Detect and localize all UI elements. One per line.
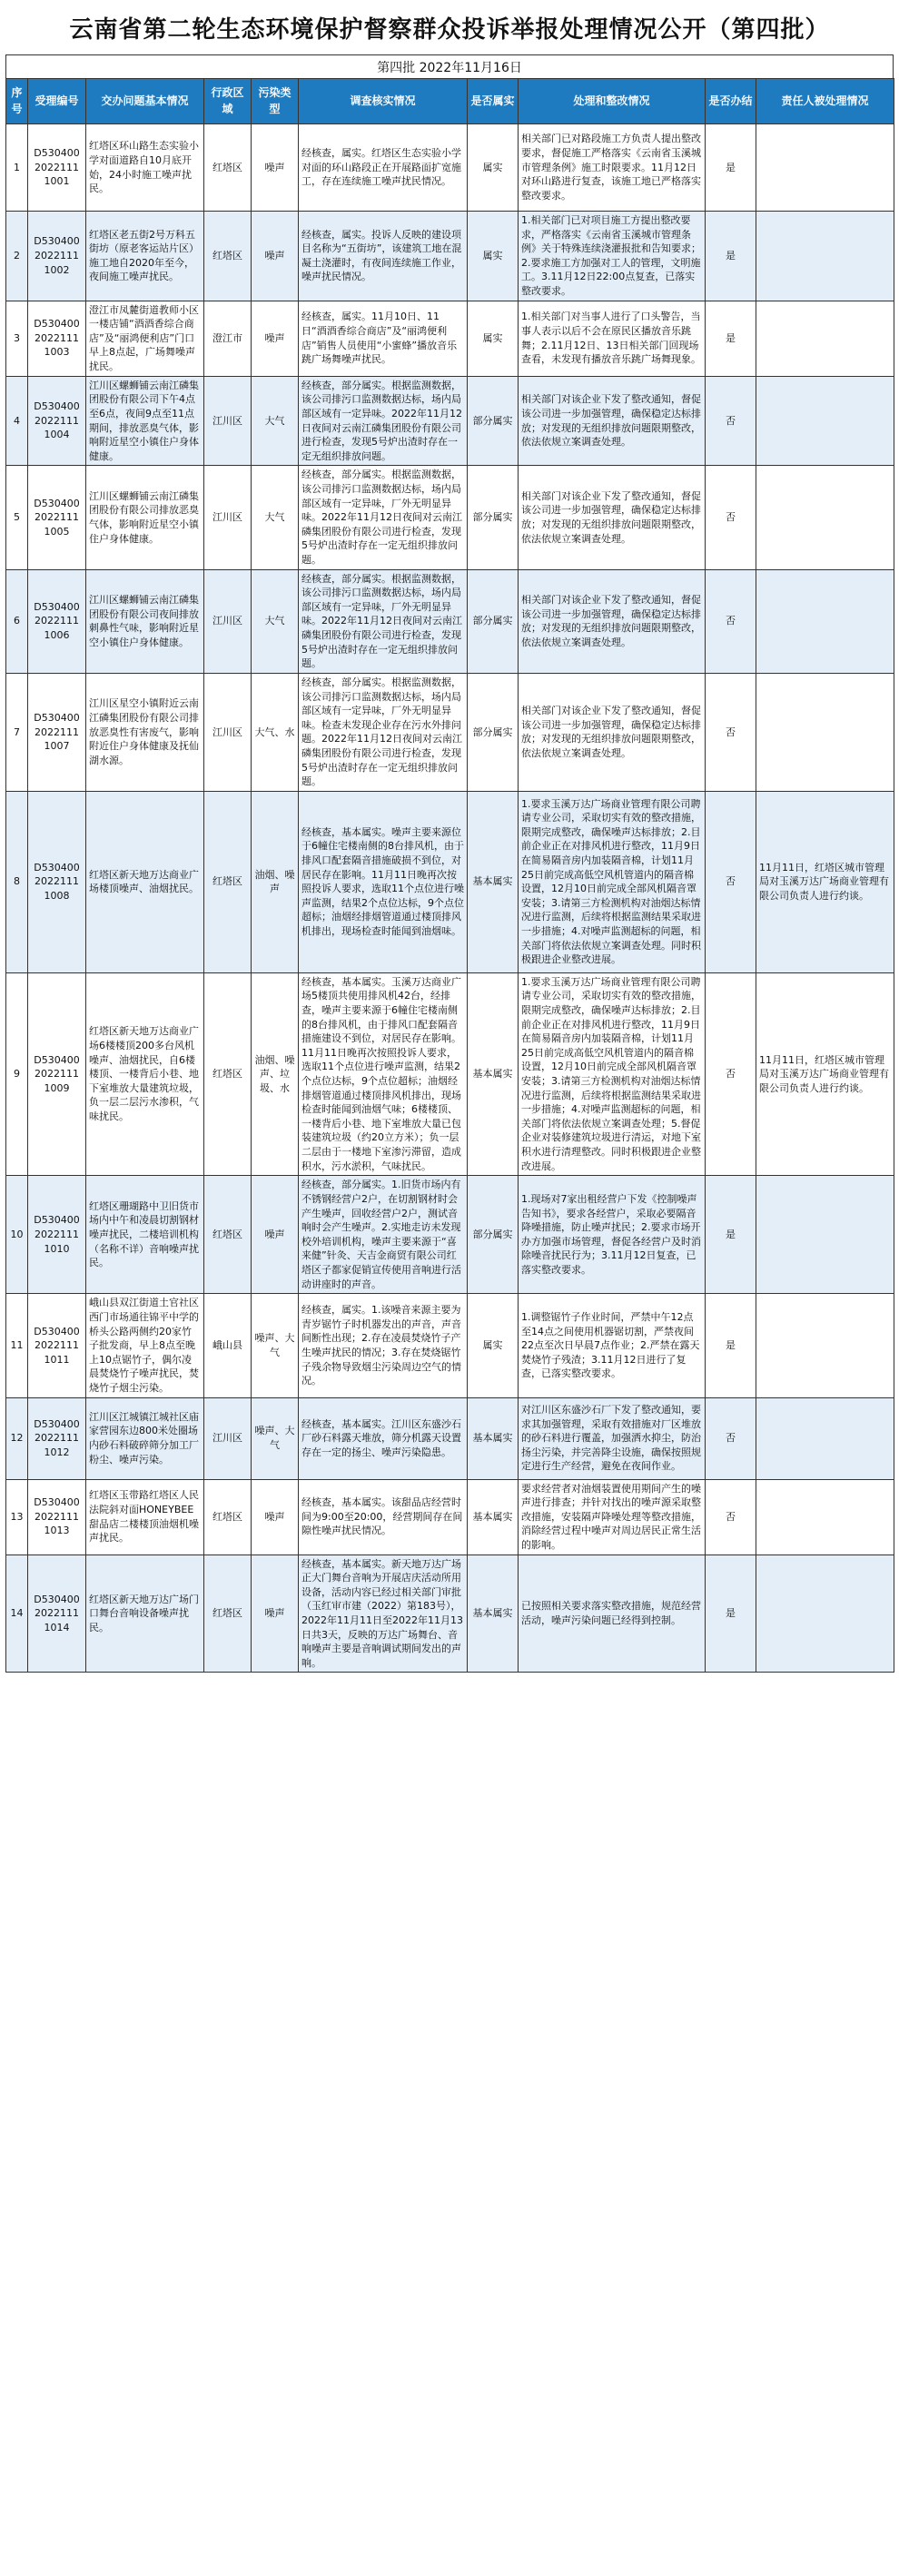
case-description-cell: 峨山县双江街道土官社区西门市场通往锦平中学的桥头公路两侧约20家竹子批发商，早上8点至晚上10点锯竹子，偶尔凌晨焚烧竹子噪声扰民，焚烧竹子烟尘污染。: [86, 1294, 204, 1397]
table-row: [6, 1176, 894, 1294]
pollution-type-cell: 噪声、大气: [252, 1397, 299, 1479]
row-number-cell: 7: [6, 673, 28, 791]
case-id-cell: D530400 2022111 1006: [28, 569, 86, 673]
header-responsible: 责任人被处理情况: [756, 79, 894, 124]
closed-cell: 是: [706, 124, 756, 212]
verified-cell: 属实: [468, 1294, 519, 1397]
responsible-cell: [756, 1479, 894, 1554]
pollution-type-cell: 油烟、噪声、垃圾、水: [252, 972, 299, 1176]
pollution-type-cell: 大气: [252, 376, 299, 466]
region-cell: 澄江市: [204, 301, 252, 376]
row-number-cell: 14: [6, 1554, 28, 1673]
handling-cell: 相关部门对该企业下发了整改通知，督促该公司进一步加强管理，确保稳定达标排放；对发现的无组织排放问题限期整改，依法依规立案调查处理。: [519, 673, 706, 791]
pollution-type-cell: 油烟、噪声: [252, 791, 299, 972]
row-number-cell: 6: [6, 569, 28, 673]
region-cell: 红塔区: [204, 1479, 252, 1554]
investigation-cell: 经核查，属实。红塔区生态实验小学对面的环山路段正在开展路面扩宽施工，存在连续施工噪声扰民情况。: [299, 124, 468, 212]
case-description-cell: 江川区星空小镇附近云南江磷集团股份有限公司排放恶臭性有害废气，影响附近住户身体健康及抚仙湖水源。: [86, 673, 204, 791]
pollution-type-cell: 噪声: [252, 301, 299, 376]
table-body: [6, 124, 894, 1673]
closed-cell: 是: [706, 1554, 756, 1673]
verified-cell: 部分属实: [468, 673, 519, 791]
complaint-table: [5, 78, 894, 1673]
case-description-cell: 红塔区玉带路红塔区人民法院斜对面HONEYBEE甜品店二楼楼顶油烟机噪声扰民。: [86, 1479, 204, 1554]
closed-cell: 是: [706, 301, 756, 376]
pollution-type-cell: 噪声: [252, 1176, 299, 1294]
case-description-cell: 红塔区环山路生态实验小学对面道路自10月底开始，24小时施工噪声扰民。: [86, 124, 204, 212]
row-number-cell: 3: [6, 301, 28, 376]
pollution-type-cell: 噪声、大气: [252, 1294, 299, 1397]
case-description-cell: 红塔区新天地万达商业广场楼顶噪声、油烟扰民。: [86, 791, 204, 972]
responsible-cell: [756, 569, 894, 673]
verified-cell: 属实: [468, 212, 519, 301]
case-description-cell: 江川区螺蛳铺云南江磷集团股份有限公司夜间排放刺鼻性气味，影响附近星空小镇住户身体健康。: [86, 569, 204, 673]
row-number-cell: 9: [6, 972, 28, 1176]
pollution-type-cell: 噪声: [252, 124, 299, 212]
investigation-cell: 经核查，属实。1.该噪音来源主要为青岁锯竹子时机器发出的声音，声音间断性出现；2.存在凌晨焚烧竹子产生噪声扰民的情况；3.存在焚烧锯竹子残余物导致烟尘污染周边空气的情况。: [299, 1294, 468, 1397]
case-description-cell: 江川区江城镇江城社区庙家营园东边800米处圈场内砂石料破碎筛分加工厂粉尘、噪声污染。: [86, 1397, 204, 1479]
responsible-cell: [756, 1176, 894, 1294]
investigation-cell: 经核查，基本属实。该甜品店经营时间为9:00至20:00，经营期间存在间隙性噪声扰民情况。: [299, 1479, 468, 1554]
region-cell: 红塔区: [204, 1554, 252, 1673]
closed-cell: 否: [706, 791, 756, 972]
pollution-type-cell: 噪声: [252, 212, 299, 301]
verified-cell: 属实: [468, 301, 519, 376]
investigation-cell: 经核查，基本属实。噪声主要来源位于6幢住宅楼南侧的8台排风机，由于排风口配套隔音措施破损不到位，对居民存在影响。11月11日晚再次按照投诉人要求，选取11个点位进行噪声监测，结果2个点位达标，9个点位超标；油烟经排烟管道通过楼顶排风机排出，现场检查时能闻到油烟味。: [299, 791, 468, 972]
case-id-cell: D530400 2022111 1005: [28, 466, 86, 569]
investigation-cell: 经核查，部分属实。1.旧货市场内有不锈钢经营户2户，在切割钢材时会产生噪声，回收经营户2户，测试音响时会产生噪声。2.实地走访未发现校外培训机构，噪声主要来源于“喜来健”针灸、天吉金商贸有限公司红塔区子都家促销宣传使用音响进行活动讲座时的声音。: [299, 1176, 468, 1294]
handling-cell: 1.相关部门已对项目施工方提出整改要求，严格落实《云南省玉溪城市管理条例》关于特殊连续浇灌报批和告知要求；2.要求施工方加强对工人的管理，文明施工。3.11月12日22:00点复查，已落实整改要求。: [519, 212, 706, 301]
header-handling: 处理和整改情况: [519, 79, 706, 124]
responsible-cell: [756, 673, 894, 791]
handling-cell: 1.现场对7家出租经营户下发《控制噪声告知书》，要求各经营户，采取必要隔音降噪措施，防止噪声扰民；2.要求市场开办方加强市场管理，督促各经营户及时消除噪音扰民行为；3.11月12日复查，已落实整改要求。: [519, 1176, 706, 1294]
row-number-cell: 2: [6, 212, 28, 301]
verified-cell: 部分属实: [468, 1176, 519, 1294]
closed-cell: 否: [706, 673, 756, 791]
case-description-cell: 江川区螺蛳铺云南江磷集团股份有限公司排放恶臭气体，影响附近星空小镇住户身体健康。: [86, 466, 204, 569]
responsible-cell: 11月11日，红塔区城市管理局对玉溪万达广场商业管理有限公司负责人进行约谈。: [756, 791, 894, 972]
case-description-cell: 红塔区珊瑚路中卫旧货市场内中午和凌晨切割钢材噪声扰民，二楼培训机构（名称不详）音响噪声扰民。: [86, 1176, 204, 1294]
handling-cell: 已按照相关要求落实整改措施，规范经营活动，噪声污染问题已经得到控制。: [519, 1554, 706, 1673]
pollution-type-cell: 噪声: [252, 1554, 299, 1673]
handling-cell: 对江川区东盛沙石厂下发了整改通知，要求其加强管理，采取有效措施对厂区堆放的砂石料进行覆盖，加强洒水抑尘，防治扬尘污染，并完善降尘设施，确保按照规定进行生产经营，避免在夜间作业。: [519, 1397, 706, 1479]
header-investigation: 调查核实情况: [299, 79, 468, 124]
responsible-cell: [756, 124, 894, 212]
case-id-cell: D530400 2022111 1003: [28, 301, 86, 376]
region-cell: 江川区: [204, 376, 252, 466]
closed-cell: 否: [706, 1397, 756, 1479]
case-id-cell: D530400 2022111 1007: [28, 673, 86, 791]
investigation-cell: 经核查，属实。11月10日、11日“酒酒香综合商店”及“丽鸿便利店”销售人员使用“小蜜蜂”播放音乐跳广场舞噪声扰民。: [299, 301, 468, 376]
table-row: [6, 673, 894, 791]
verified-cell: 基本属实: [468, 1397, 519, 1479]
handling-cell: 相关部门对该企业下发了整改通知，督促该公司进一步加强管理，确保稳定达标排放；对发现的无组织排放问题限期整改，依法依规立案调查处理。: [519, 569, 706, 673]
region-cell: 江川区: [204, 1397, 252, 1479]
investigation-cell: 经核查，部分属实。根据监测数据，该公司排污口监测数据达标，场内局部区域有一定异味，厂外无明显异味。2022年11月12日夜间对云南江磷集团股份有限公司进行检查，发现5号炉出渣时存在一定无组织排放问题。: [299, 569, 468, 673]
region-cell: 江川区: [204, 569, 252, 673]
table-header: [6, 79, 894, 124]
header-verified: 是否属实: [468, 79, 519, 124]
row-number-cell: 4: [6, 376, 28, 466]
responsible-cell: [756, 1294, 894, 1397]
handling-cell: 1.调整锯竹子作业时间，严禁中午12点至14点之间使用机器锯切割，严禁夜间22点至次日早晨7点作业；2.严禁在露天焚烧竹子残渣；3.11月12日进行了复查，已落实整改要求。: [519, 1294, 706, 1397]
row-number-cell: 13: [6, 1479, 28, 1554]
responsible-cell: [756, 212, 894, 301]
verified-cell: 基本属实: [468, 972, 519, 1176]
row-number-cell: 12: [6, 1397, 28, 1479]
handling-cell: 1.要求玉溪万达广场商业管理有限公司聘请专业公司，采取切实有效的整改措施，限期完成整改，确保噪声达标排放；2.目前企业正在对排风机进行整改，11月9日在简易隔音房内加装隔音棉，计划11月25日前完成高低空风机管道内的隔音棉设置，12月10日前完成全部风机隔音罩安装；3.请第三方检测机构对油烟达标情况进行监测，后续将根据监测结果采取进一步措施；4.对噪声监测超标的问题，相关部门将依法依规立案调查处理。同时积极跟进企业整改进展。: [519, 791, 706, 972]
responsible-cell: [756, 466, 894, 569]
responsible-cell: [756, 1397, 894, 1479]
region-cell: 红塔区: [204, 791, 252, 972]
region-cell: 峨山县: [204, 1294, 252, 1397]
case-id-cell: D530400 2022111 1011: [28, 1294, 86, 1397]
case-id-cell: D530400 2022111 1012: [28, 1397, 86, 1479]
investigation-cell: 经核查，基本属实。江川区东盛沙石厂砂石料露天堆放，筛分机露天设置存在一定的扬尘、噪声污染隐患。: [299, 1397, 468, 1479]
investigation-cell: 经核查，基本属实。玉溪万达商业广场5楼顶共使用排风机42台，经排查，噪声主要来源于6幢住宅楼南侧的8台排风机，由于排风口配套隔音措施建设不到位，对居民存在影响。11月11日晚再次按照投诉人要求，选取11个点位进行噪声监测，结果2个点位达标，9个点位超标；油烟经排烟管道通过楼顶排风机排出，现场检查时能闻到油烟气味；6楼楼顶、一楼背后小巷、地下室堆放大量已包装建筑垃圾（约20立方米）；负一层二层由于一楼地下室渗污滞留，造成积水，污水淤积，气味扰民。: [299, 972, 468, 1176]
document-title: 云南省第二轮生态环境保护督察群众投诉举报处理情况公开（第四批）: [69, 15, 830, 44]
case-id-cell: D530400 2022111 1008: [28, 791, 86, 972]
case-description-cell: 红塔区老五街2号万科五街坊（原老客运站片区）施工地自2020年至今，夜间施工噪声扰民。: [86, 212, 204, 301]
handling-cell: 1.相关部门对当事人进行了口头警告，当事人表示以后不会在原民区播放音乐跳舞；2.11月12日、13日相关部门回现场查看，未发现有播放音乐跳广场舞现象。: [519, 301, 706, 376]
row-number-cell: 5: [6, 466, 28, 569]
region-cell: 红塔区: [204, 212, 252, 301]
closed-cell: 是: [706, 1176, 756, 1294]
investigation-cell: 经核查，部分属实。根据监测数据，该公司排污口监测数据达标，场内局部区域有一定异味。2022年11月12日夜间对云南江磷集团股份有限公司进行检查，发现5号炉出渣时存在一定无组织排放问题。: [299, 376, 468, 466]
verified-cell: 部分属实: [468, 376, 519, 466]
region-cell: 红塔区: [204, 972, 252, 1176]
header-desc: 交办问题基本情况: [86, 79, 204, 124]
handling-cell: 相关部门对该企业下发了整改通知，督促该公司进一步加强管理，确保稳定达标排放；对发现的无组织排放问题限期整改，依法依规立案调查处理。: [519, 376, 706, 466]
table-row: [6, 1554, 894, 1673]
row-number-cell: 8: [6, 791, 28, 972]
handling-cell: 1.要求玉溪万达广场商业管理有限公司聘请专业公司，采取切实有效的整改措施，限期完成整改，确保噪声达标排放；2.目前企业正在对排风机进行整改，11月9日在简易隔音房内加装隔音棉，计划11月25日前完成高低空风机管道内的隔音棉设置，12月10日前完成全部风机隔音罩安装；3.请第三方检测机构对油烟达标情况进行监测，后续将根据监测结果采取进一步措施；4.对噪声监测超标的问题，相关部门将依法依规立案调查处理；5.督促企业对装修建筑垃圾进行清运，对地下室积水进行清理整改。同时积极跟进企业整改进展。: [519, 972, 706, 1176]
table-row: [6, 124, 894, 212]
header-type: 污染类型: [252, 79, 299, 124]
region-cell: 江川区: [204, 466, 252, 569]
verified-cell: 基本属实: [468, 791, 519, 972]
case-id-cell: D530400 2022111 1004: [28, 376, 86, 466]
investigation-cell: 经核查，部分属实。根据监测数据，该公司排污口监测数据达标，场内局部区域有一定异味，厂外无明显异味。检查未发现企业存在污水外排问题。2022年11月12日夜间对云南江磷集团股份有限公司进行检查，发现5号炉出渣时存在一定无组织排放问题。: [299, 673, 468, 791]
responsible-cell: [756, 301, 894, 376]
row-number-cell: 10: [6, 1176, 28, 1294]
case-description-cell: 红塔区新天地万达广场门口舞台音响设备噪声扰民。: [86, 1554, 204, 1673]
verified-cell: 部分属实: [468, 569, 519, 673]
responsible-cell: [756, 376, 894, 466]
pollution-type-cell: 大气、水: [252, 673, 299, 791]
table-row: [6, 569, 894, 673]
pollution-type-cell: 大气: [252, 569, 299, 673]
region-cell: 江川区: [204, 673, 252, 791]
handling-cell: 要求经营者对油烟装置使用期间产生的噪声进行排查；并针对找出的噪声源采取整改措施，安装隔声降噪处理等整改措施，消除经营过程中噪声对周边居民正常生活的影响。: [519, 1479, 706, 1554]
verified-cell: 部分属实: [468, 466, 519, 569]
header-id: 受理编号: [28, 79, 86, 124]
responsible-cell: [756, 1554, 894, 1673]
table-row: [6, 791, 894, 972]
table-row: [6, 466, 894, 569]
closed-cell: 是: [706, 212, 756, 301]
closed-cell: 否: [706, 972, 756, 1176]
table-row: [6, 1479, 894, 1554]
row-number-cell: 11: [6, 1294, 28, 1397]
row-number-cell: 1: [6, 124, 28, 212]
verified-cell: 属实: [468, 124, 519, 212]
pollution-type-cell: 噪声: [252, 1479, 299, 1554]
verified-cell: 基本属实: [468, 1554, 519, 1673]
responsible-cell: 11月11日，红塔区城市管理局对玉溪万达广场商业管理有限公司负责人进行约谈。: [756, 972, 894, 1176]
case-id-cell: D530400 2022111 1002: [28, 212, 86, 301]
table-row: [6, 301, 894, 376]
batch-date-line: 第四批 2022年11月16日: [5, 54, 894, 78]
case-id-cell: D530400 2022111 1010: [28, 1176, 86, 1294]
header-no: 序号: [6, 79, 28, 124]
investigation-cell: 经核查，属实。投诉人反映的建设项目名称为“五街坊”，该建筑工地在混凝土浇灌时，有夜间连续施工作业，噪声扰民情况。: [299, 212, 468, 301]
table-row: [6, 972, 894, 1176]
table-row: [6, 1397, 894, 1479]
closed-cell: 否: [706, 466, 756, 569]
closed-cell: 否: [706, 376, 756, 466]
pollution-type-cell: 大气: [252, 466, 299, 569]
table-row: [6, 376, 894, 466]
investigation-cell: 经核查，部分属实。根据监测数据，该公司排污口监测数据达标，场内局部区域有一定异味，厂外无明显异味。2022年11月12日夜间对云南江磷集团股份有限公司进行检查，发现5号炉出渣时存在一定无组织排放问题。: [299, 466, 468, 569]
header-closed: 是否办结: [706, 79, 756, 124]
table-row: [6, 1294, 894, 1397]
case-id-cell: D530400 2022111 1013: [28, 1479, 86, 1554]
header-area: 行政区域: [204, 79, 252, 124]
case-description-cell: 澄江市凤麓街道教师小区一楼店铺“酒酒香综合商店”及“丽鸿便利店”门口早上8点起，广场舞噪声扰民。: [86, 301, 204, 376]
handling-cell: 相关部门已对路段施工方负责人提出整改要求，督促施工严格落实《云南省玉溪城市管理条例》施工时限要求。11月12日对环山路进行复查，该施工地已严格落实整改要求。: [519, 124, 706, 212]
case-description-cell: 红塔区新天地万达商业广场6楼楼顶200多台风机噪声、油烟扰民，自6楼楼顶、一楼背后小巷、地下室堆放大量建筑垃圾，负一层二层污水渗积，气味扰民。: [86, 972, 204, 1176]
case-description-cell: 江川区螺蛳铺云南江磷集团股份有限公司下午4点至6点，夜间9点至11点期间，排放恶臭气体，影响附近星空小镇住户身体健康。: [86, 376, 204, 466]
region-cell: 红塔区: [204, 124, 252, 212]
case-id-cell: D530400 2022111 1009: [28, 972, 86, 1176]
case-id-cell: D530400 2022111 1014: [28, 1554, 86, 1673]
region-cell: 红塔区: [204, 1176, 252, 1294]
case-id-cell: D530400 2022111 1001: [28, 124, 86, 212]
table-row: [6, 212, 894, 301]
handling-cell: 相关部门对该企业下发了整改通知，督促该公司进一步加强管理，确保稳定达标排放；对发现的无组织排放问题限期整改，依法依规立案调查处理。: [519, 466, 706, 569]
closed-cell: 否: [706, 1479, 756, 1554]
closed-cell: 是: [706, 1294, 756, 1397]
investigation-cell: 经核查，基本属实。新天地万达广场正大门舞台音响为开展店庆活动所用设备，活动内容已经过相关部门审批（玉红审市建（2022）第183号），2022年11月11日至2022年11月13日共3天，反映的万达广场舞台、音响噪声主要是音响调试期间发出的声响。: [299, 1554, 468, 1673]
closed-cell: 否: [706, 569, 756, 673]
verified-cell: 基本属实: [468, 1479, 519, 1554]
